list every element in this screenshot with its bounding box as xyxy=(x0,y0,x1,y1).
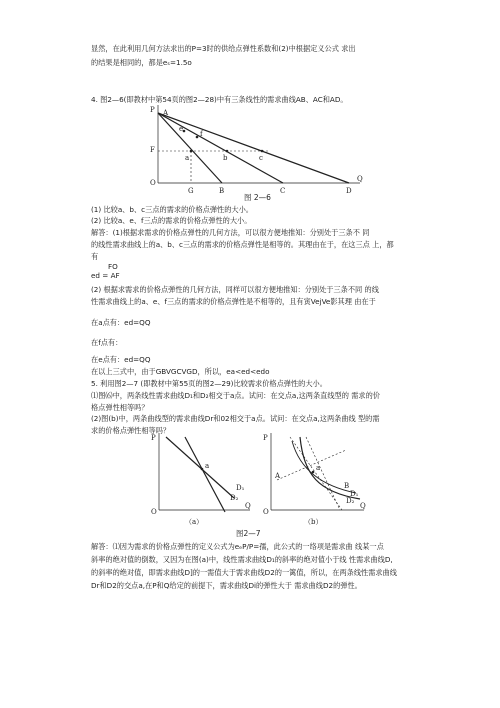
text-line: 有 xyxy=(91,252,99,261)
text-line: 显然，在此利用几何方法求出的P=3时的供给点弹性系数和(2)中根据定义公式 求出 xyxy=(91,44,356,53)
text-line: (2)图(b)中，两条曲线型的需求曲线Dr和02相交于a点。试问：在交点a,这两条曲线 型的需 xyxy=(91,414,380,423)
fig1-label-C: C xyxy=(280,187,286,195)
text-line: 5. 利用图2—7 (即教材中第55页的图2—29)比较需求价格点弹性的大小。 xyxy=(91,379,327,388)
fig1-label-G: G xyxy=(188,187,194,195)
fig1-label-B: B xyxy=(219,187,225,195)
text-line: 在e点有：ed=QQ xyxy=(91,355,151,364)
text-line: 性需求曲线上的a、e、f三点的需求的价格点弹性是不相等的，且有寅VejVe影其理 由在于 xyxy=(91,297,376,306)
fig2a-label-P: P xyxy=(151,434,156,442)
fig1-label-P: P xyxy=(150,106,155,114)
formula: ed = AF xyxy=(91,271,120,280)
fig2a-sublabel: （a） xyxy=(185,518,204,526)
text-line: 解答：(1)根据求需求的价格点弹性的几何方法，可以很方便地推知：分别处于三条不 同 xyxy=(91,228,370,237)
fig2b-label-O: O xyxy=(263,508,269,516)
fig1-label-D: D xyxy=(346,187,352,195)
text-line: Dr和D2的交点a,在P和Q给定的前提下，需求曲线Di的弹性大于 需求曲线D2的弹性。 xyxy=(91,581,362,590)
fig1-label-f: f xyxy=(200,130,203,138)
fig2a-label-D1: D₁ xyxy=(236,484,245,492)
text-line: 在以上三式中，由于GBVGCVGD，所以，ea<ed<edo xyxy=(91,367,270,376)
fig2a-label-O: O xyxy=(151,508,157,516)
text-line: ⑴图⑹中，两条线性需求曲线D₁和D₂相交于a点。试问：在交点a,这两条直线型的 需求的价 xyxy=(91,391,380,400)
fig1-caption: 图 2—6 xyxy=(244,193,271,202)
fig1-label-a: a xyxy=(185,154,190,162)
formula-numerator: FO xyxy=(108,262,118,271)
fig1-label-A: A xyxy=(163,109,169,117)
fig1-label-Q: Q xyxy=(357,175,363,183)
text-line: 的斜率的绝对值，即需求曲线D]的一需值大于需求曲线D2的一篱值，所以，在两条线性需求曲线 xyxy=(91,568,397,577)
fig2b-label-a: a xyxy=(316,464,321,472)
text-line: 斜率的绝对值的倒数，又因为在图(a)中，线性需求曲线D₁的斜率的绝对值小于线 性需求曲线D, xyxy=(91,555,393,564)
fig2a-label-Q: Q xyxy=(245,502,251,510)
fig2a-label-D2: D₂ xyxy=(230,494,239,502)
text-line: 在a点有：ed=QQ xyxy=(91,318,151,327)
text-line: 解答：⑴因为需求的价格点弹性的定义公式为eₑP/P=孺，此公式的一络项是需求曲 线某一点 xyxy=(91,542,384,551)
text-line: 格点弹性相等吗？ xyxy=(91,403,149,412)
fig2b-label-Q: Q xyxy=(360,502,366,510)
text-line: 的结果是相同的，都是eₛ=1.5o xyxy=(91,58,192,67)
text-line: 4. 图2—6(即教材中第54页的图2—28)中有三条线性的需求曲线AB、AC和AD。 xyxy=(91,95,348,104)
text-line: (2) 比较a、e、f三点的需求的价格点弹性的大小。 xyxy=(91,216,252,225)
text-line: 在f点有： xyxy=(91,338,123,347)
fig2b-label-D2: D₂ xyxy=(346,497,355,505)
fig2b-label-B: B xyxy=(344,482,350,490)
fig2b-label-A: A xyxy=(275,472,281,480)
fig1-label-e: e xyxy=(179,125,184,133)
text-line: (2) 根据求需求的价格点弹性的几何方法，同样可以很方便地推知：分别处于三条不同 的线 xyxy=(91,285,379,294)
fig2-caption: 图2—7 xyxy=(236,529,261,538)
fig2b-label-P: P xyxy=(263,434,268,442)
text-line: 求的价格点弹性相等吗？ xyxy=(91,426,171,435)
fig1-label-c: c xyxy=(259,154,263,162)
fig1-label-F: F xyxy=(150,146,155,154)
fig1-label-b: b xyxy=(223,154,228,162)
fig2b-label-D1: D₁ xyxy=(350,490,359,498)
text-line: 的线性需求曲线上的a、b、c三点的需求的价格点弹性是相等的。其理由在于，在这三点 上，都 xyxy=(91,240,394,249)
fig1-label-O: O xyxy=(150,179,156,187)
fig2b-sublabel: （b） xyxy=(304,518,323,526)
fig2a-label-a: a xyxy=(205,462,210,470)
text-line: (1) 比较a、b、c三点的需求的价格点弹性的大小。 xyxy=(91,205,253,214)
